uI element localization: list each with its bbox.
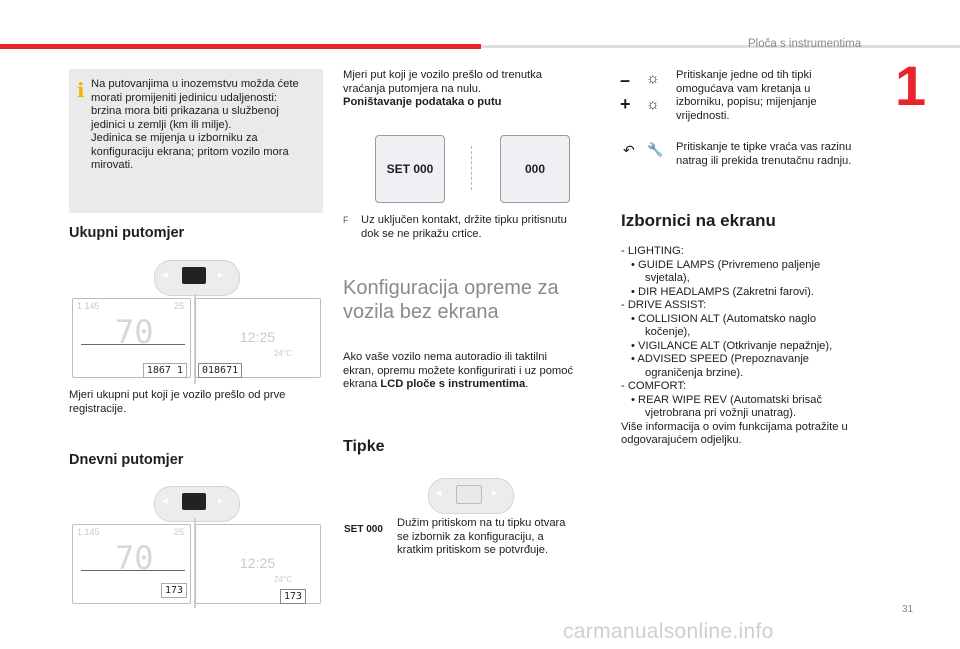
list-item: • DIR HEADLAMPS (Zakretni farovi). [631, 285, 814, 298]
list-item: • ADVISED SPEED (Prepoznavanje [631, 353, 810, 365]
lcd-right-panel [195, 298, 321, 378]
separator-line [81, 570, 185, 571]
back-key-text: Pritiskanje te tipke vraća vas razinu natrag ili prekida trenutačnu radnju. [676, 141, 852, 167]
cluster-display-2 [72, 524, 320, 606]
reset-step: Uz uključen kontakt, držite tipku pritisnutu dok se ne prikažu crtice. [361, 214, 567, 240]
lcd-left-panel [72, 298, 191, 378]
arrow-right-icon: ▸ [218, 269, 224, 281]
time-value: 12:25 [240, 329, 276, 345]
dnevni-title: Dnevni putomjer [69, 452, 184, 468]
info-text: Na putovanjima u inozemstvu možda ćete morati promijeniti jedinicu udaljenosti: brzina mora biti prikazana u službenoj jedinici u zemlji (km ili milje). Jedinica se mijenja u izborniku za konfiguraciju ekrana; pritom vozilo mora mirovati. [91, 78, 299, 171]
ukupni-title: Ukupni putomjer [69, 225, 185, 241]
list-item: • GUIDE LAMPS (Privremeno paljenje [631, 258, 821, 271]
arrow-left-icon: ◂ [436, 487, 442, 499]
list-item: Više informacija o ovim funkcijama potražite u [621, 420, 848, 433]
info-icon: i [77, 78, 85, 102]
zero-button: 000 [500, 135, 570, 203]
arrow-left-icon: ◂ [162, 269, 168, 281]
reset-title: Poništavanje podataka o putu [343, 96, 502, 108]
separator-dashed [471, 146, 472, 190]
odometer-total: 018671 [198, 363, 242, 378]
arrow-right-icon: ▸ [492, 487, 498, 499]
list-item: • COLLISION ALT (Automatsko naglo [631, 312, 817, 325]
list-item: vjetrobrana pri vožnji unatrag). [645, 407, 797, 419]
page-number: 31 [902, 604, 914, 615]
step-marker: F [343, 215, 349, 225]
tipke-title: Tipke [343, 438, 385, 455]
faint-value: 25 [173, 527, 184, 537]
lcd-right-panel [195, 524, 321, 604]
button-icon [456, 485, 482, 504]
temp-value: 24°C [274, 349, 292, 358]
list-item: odgovarajućem odjeljku. [621, 434, 742, 446]
header-red-bar [0, 44, 481, 49]
set-000-label: SET 000 [344, 524, 383, 535]
menu-list [621, 245, 881, 448]
trip-meter: 173 [280, 589, 306, 604]
wrench-icon: 🔧 [647, 142, 664, 157]
list-item: svjetala), [645, 272, 690, 284]
list-item: - DRIVE ASSIST: [621, 299, 707, 311]
list-item: - COMFORT: [621, 380, 687, 392]
set-000-button: SET 000 [375, 135, 445, 203]
faint-value: 25 [173, 301, 184, 311]
arrow-left-icon: ◂ [162, 495, 168, 507]
trip-intro: Mjeri put koji je vozilo prešlo od trenutka vraćanja putomjera na nulu. Poništavanje podataka o putu [343, 69, 603, 110]
menus-title: Izbornici na ekranu [621, 211, 776, 230]
chapter-title: Ploča s instrumentima [748, 38, 862, 50]
list-item: • REAR WIPE REV (Automatski brisač [631, 393, 823, 406]
light-icon: ☼ [646, 96, 660, 113]
faint-value: 1 145 [77, 527, 100, 537]
button-icon [182, 493, 206, 510]
list-item: • VIGILANCE ALT (Otkrivanje nepažnje), [631, 339, 833, 352]
arrow-right-icon: ▸ [218, 495, 224, 507]
temp-value: 24°C [274, 575, 292, 584]
odometer-left: 1867 1 [143, 363, 187, 378]
button-icon [182, 267, 206, 284]
config-title: Konfiguracija opreme za vozila bez ekrana [343, 277, 559, 323]
list-item: - LIGHTING: [621, 245, 684, 257]
minus-icon: – [620, 70, 631, 90]
nav-keys-text: Pritiskanje jedne od tih tipki omogućava vam kretanja u izborniku, popisu; mijenjanje vrijednosti. [676, 69, 817, 122]
header-grey-bar [481, 45, 960, 48]
speed-value: 70 [115, 313, 154, 351]
watermark: carmanualsonline.info [563, 620, 774, 643]
config-text: Ako vaše vozilo nema autoradio ili taktilni ekran, opremu možete konfigurirati i uz pomoć ekrana LCD ploče s instrumentima. [343, 351, 574, 390]
light-icon: ☼ [646, 70, 660, 87]
list-item: ograničenja brzine). [645, 366, 744, 379]
ukupni-description: Mjeri ukupni put koji je vozilo prešlo od prve registracije. [69, 389, 286, 415]
plus-icon: + [620, 94, 631, 114]
time-value: 12:25 [240, 555, 276, 571]
back-icon: ↶ [623, 142, 635, 158]
list-item: kočenje), [645, 326, 691, 338]
faint-value: 1 145 [77, 301, 100, 311]
trip-left: 173 [161, 583, 187, 598]
separator-line [81, 344, 185, 345]
cluster-display-1 [72, 298, 320, 380]
chapter-number: 1 [895, 54, 927, 117]
lcd-left-panel [72, 524, 191, 604]
tipke-text: Dužim pritiskom na tu tipku otvara se izbornik za konfiguraciju, a kratkim pritiskom se potvrđuje. [397, 517, 566, 556]
speed-value: 70 [115, 539, 154, 577]
